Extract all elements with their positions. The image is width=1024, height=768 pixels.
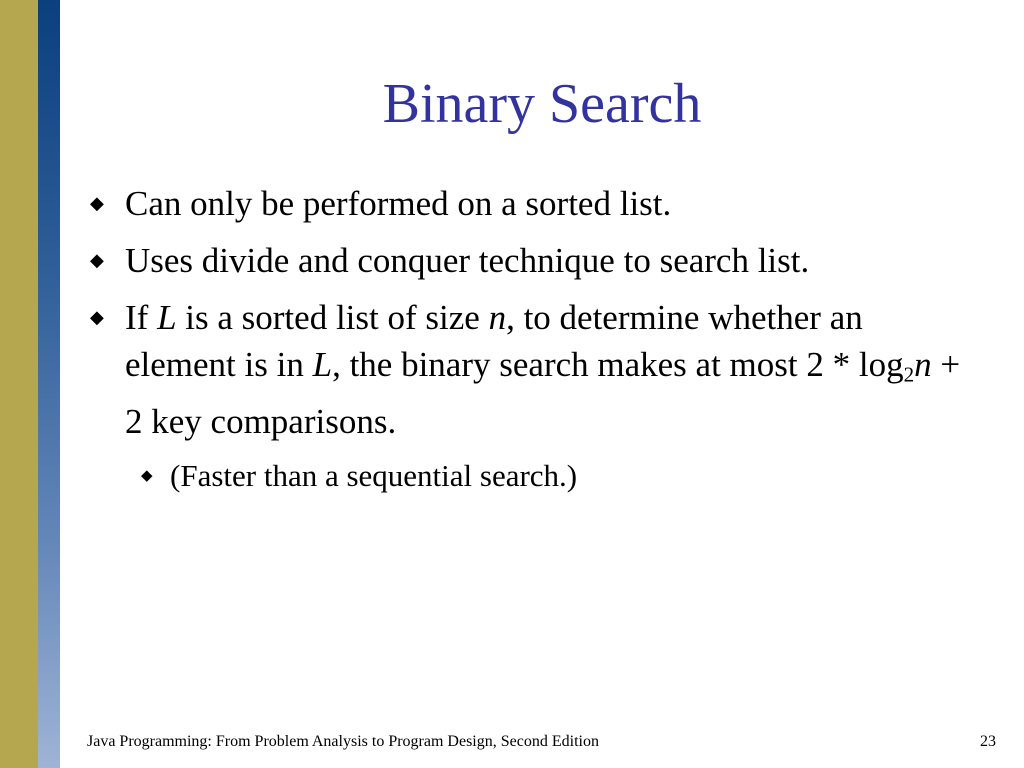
bullet-list: [90, 180, 970, 497]
bullet-text: Can only be performed on a sorted list.: [125, 184, 672, 223]
footer-text: Java Programming: From Problem Analysis to Program Design, Second Edition: [87, 733, 599, 750]
sub-bullet-text: (Faster than a sequential search.): [170, 458, 578, 494]
bullet-item: [90, 237, 970, 284]
left-blue-gradient-band: [38, 0, 60, 768]
diamond-bullet-icon: ◆: [90, 193, 104, 213]
slide-title: Binary Search: [382, 73, 702, 135]
diamond-bullet-icon: ◆: [141, 468, 153, 485]
bullet-item: [90, 180, 970, 227]
sub-bullet-item: [135, 455, 970, 497]
page-number: 23: [980, 733, 996, 750]
diamond-bullet-icon: ◆: [90, 250, 104, 270]
bullet-item: [90, 294, 970, 445]
bullet-text: Uses divide and conquer technique to search list.: [125, 241, 810, 280]
bullet-text: If L is a sorted list of size n, to determine whether an element is in L, the binary search makes at most $2 * \log_2n + 2$ key comparisons.: [125, 298, 961, 442]
diamond-bullet-icon: ◆: [90, 307, 104, 327]
left-olive-band: [0, 0, 38, 768]
